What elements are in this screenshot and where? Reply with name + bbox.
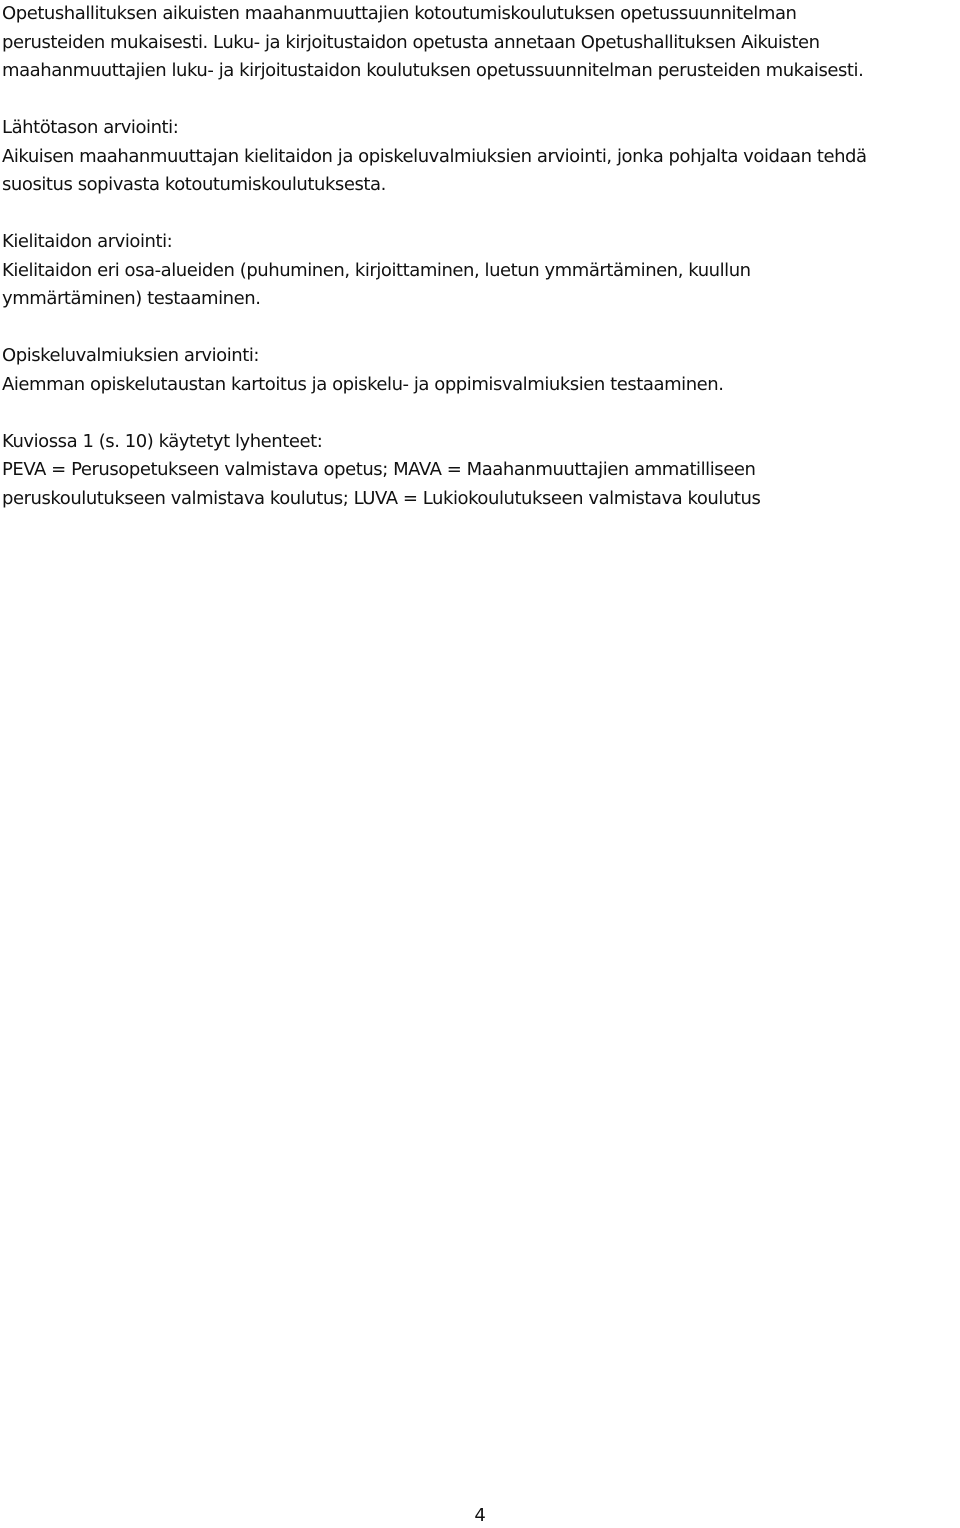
section-line: PEVA = Perusopetukseen valmistava opetus; MAVA = Maahanmuuttajien ammatilliseen bbox=[2, 459, 756, 480]
section-lahtotason-arviointi bbox=[2, 114, 958, 200]
section-heading: Kielitaidon arviointi: bbox=[2, 231, 173, 252]
intro-line: perusteiden mukaisesti. Luku- ja kirjoitustaidon opetusta annetaan Opetushallituksen Aikuisten bbox=[2, 31, 820, 53]
section-heading: Opiskeluvalmiuksien arviointi: bbox=[2, 345, 260, 366]
section-line: peruskoulutukseen valmistava koulutus; LUVA = Lukiokoulutukseen valmistava koulutus bbox=[2, 487, 761, 509]
intro-line: Opetushallituksen aikuisten maahanmuuttajien kotoutumiskoulutuksen opetussuunnitelman bbox=[2, 3, 797, 24]
page-number: 4 bbox=[474, 1505, 486, 1526]
section-line: Kielitaidon eri osa-alueiden (puhuminen, kirjoittaminen, luetun ymmärtäminen, kuullun bbox=[2, 259, 751, 281]
section-kielitaidon-arviointi bbox=[2, 228, 958, 314]
section-line: Aikuisen maahanmuuttajan kielitaidon ja opiskeluvalmiuksien arviointi, jonka pohjalta voidaan tehdä bbox=[2, 145, 867, 167]
section-heading: Lähtötason arviointi: bbox=[2, 117, 179, 138]
section-heading: Kuviossa 1 (s. 10) käytetyt lyhenteet: bbox=[2, 430, 323, 452]
intro-line: maahanmuuttajien luku- ja kirjoitustaidon koulutuksen opetussuunnitelman perusteiden mukaisesti. bbox=[2, 60, 864, 81]
section-line: suositus sopivasta kotoutumiskoulutuksesta. bbox=[2, 174, 386, 195]
section-opiskeluvalmiuksien-arviointi bbox=[2, 342, 958, 399]
document-page bbox=[2, 0, 958, 513]
section-line: Aiemman opiskelutaustan kartoitus ja opiskelu- ja oppimisvalmiuksien testaaminen. bbox=[2, 373, 724, 395]
intro-paragraph bbox=[2, 0, 958, 86]
section-line: ymmärtäminen) testaaminen. bbox=[2, 288, 261, 309]
section-lyhenteet bbox=[2, 428, 958, 514]
